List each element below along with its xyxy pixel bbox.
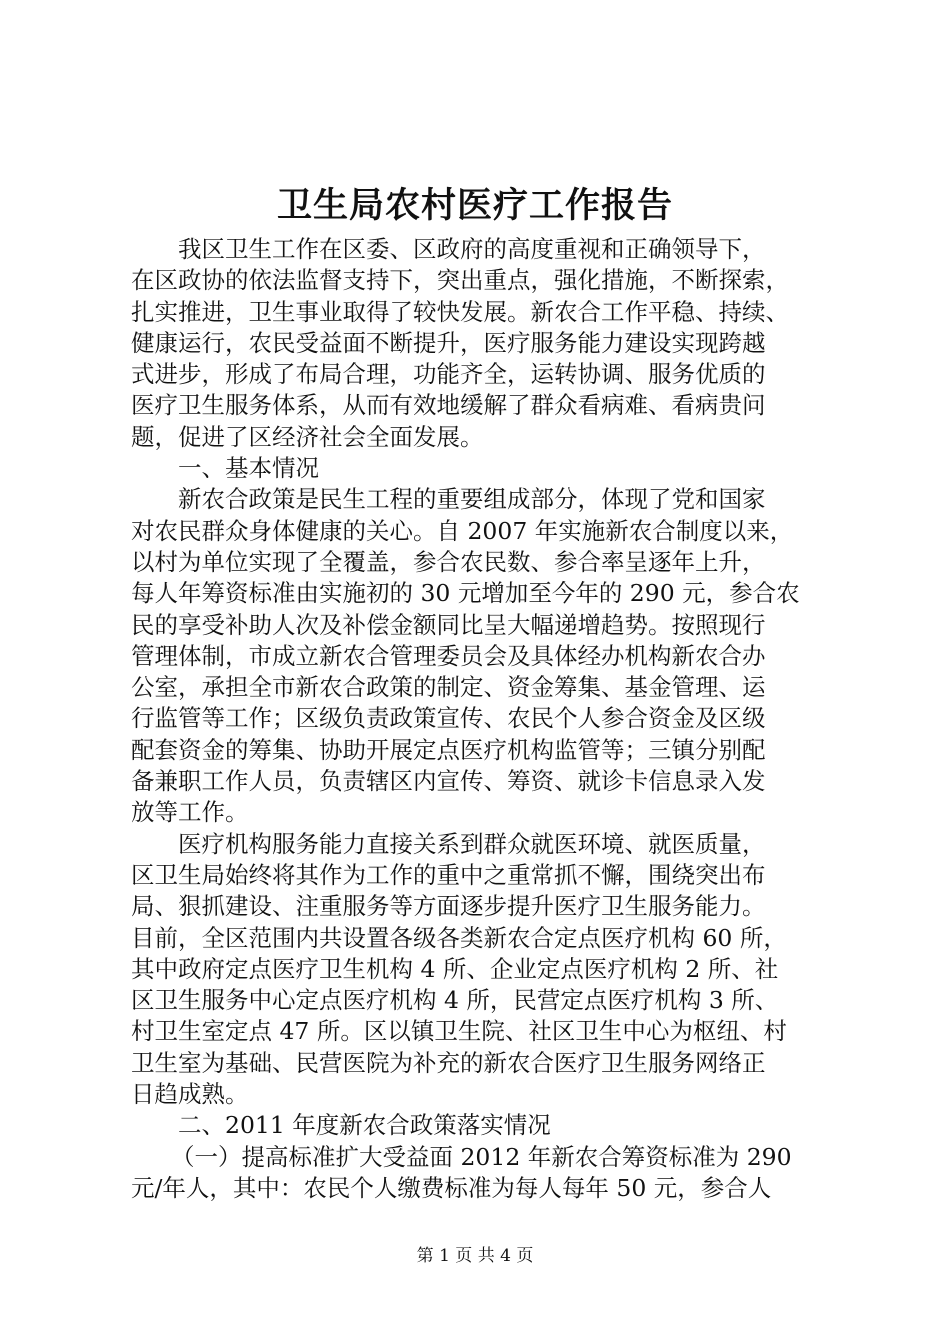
page-number-footer: 第 1 页 共 4 页 [416, 1246, 534, 1266]
document-body [131, 234, 831, 1204]
paragraph-line: 备兼职工作人员，负责辖区内宣传、筹资、就诊卡信息录入发 [131, 767, 766, 796]
paragraph-line: 扎实推进，卫生事业取得了较快发展。新农合工作平稳、持续、 [131, 297, 789, 326]
paragraph-line: 配套资金的筹集、协助开展定点医疗机构监管等；三镇分别配 [131, 735, 766, 764]
paragraph-line: 村卫生室定点 47 所。区以镇卫生院、社区卫生中心为枢纽、村 [131, 1017, 787, 1046]
document-title: 卫生局农村医疗工作报告 [276, 185, 673, 226]
paragraph-line: 卫生室为基础、民营医院为补充的新农合医疗卫生服务网络正 [131, 1048, 766, 1077]
section-heading: 一、基本情况 [178, 454, 319, 483]
paragraph-line: 区卫生局始终将其作为工作的重中之重常抓不懈，围绕突出布 [131, 860, 766, 889]
paragraph-line: 民的享受补助人次及补偿金额同比呈大幅递增趋势。按照现行 [131, 610, 766, 639]
paragraph-line: 医疗机构服务能力直接关系到群众就医环境、就医质量， [178, 829, 766, 858]
paragraph-line: 新农合政策是民生工程的重要组成部分，体现了党和国家 [178, 485, 766, 514]
paragraph-line: 医疗卫生服务体系，从而有效地缓解了群众看病难、看病贵问 [131, 391, 766, 420]
paragraph-line: 健康运行，农民受益面不断提升，医疗服务能力建设实现跨越 [131, 328, 766, 357]
paragraph-line: 以村为单位实现了全覆盖，参合农民数、参合率呈逐年上升， [131, 547, 766, 576]
paragraph-line: （一）提高标准扩大受益面 2012 年新农合筹资标准为 290 [171, 1142, 792, 1171]
paragraph-line: 在区政协的依法监督支持下，突出重点，强化措施，不断探索， [131, 266, 789, 295]
paragraph-line: 区卫生服务中心定点医疗机构 4 所，民营定点医疗机构 3 所、 [131, 986, 779, 1015]
paragraph-line: 放等工作。 [131, 798, 249, 827]
section-heading: 二、2011 年度新农合政策落实情况 [178, 1111, 551, 1140]
paragraph-line: 管理体制，市成立新农合管理委员会及具体经办机构新农合办 [131, 641, 766, 670]
paragraph-line: 局、狠抓建设、注重服务等方面逐步提升医疗卫生服务能力。 [131, 892, 766, 921]
paragraph-line: 元/年人，其中：农民个人缴费标准为每人每年 50 元，参合人 [131, 1173, 772, 1202]
paragraph-line: 式进步，形成了布局合理，功能齐全，运转协调、服务优质的 [131, 360, 766, 389]
paragraph-line: 其中政府定点医疗卫生机构 4 所、企业定点医疗机构 2 所、社 [131, 954, 779, 983]
paragraph-line: 目前，全区范围内共设置各级各类新农合定点医疗机构 60 所， [131, 923, 787, 952]
paragraph-line: 日趋成熟。 [131, 1080, 249, 1109]
paragraph-line: 对农民群众身体健康的关心。自 2007 年实施新农合制度以来， [131, 516, 794, 545]
paragraph-line: 我区卫生工作在区委、区政府的高度重视和正确领导下， [178, 235, 766, 263]
paragraph-line: 题，促进了区经济社会全面发展。 [131, 422, 484, 451]
paragraph-line: 行监管等工作；区级负责政策宣传、农民个人参合资金及区级 [131, 704, 766, 733]
paragraph-line: 公室，承担全市新农合政策的制定、资金筹集、基金管理、运 [131, 673, 766, 702]
paragraph-line: 每人年筹资标准由实施初的 30 元增加至今年的 290 元，参合农 [131, 579, 800, 608]
